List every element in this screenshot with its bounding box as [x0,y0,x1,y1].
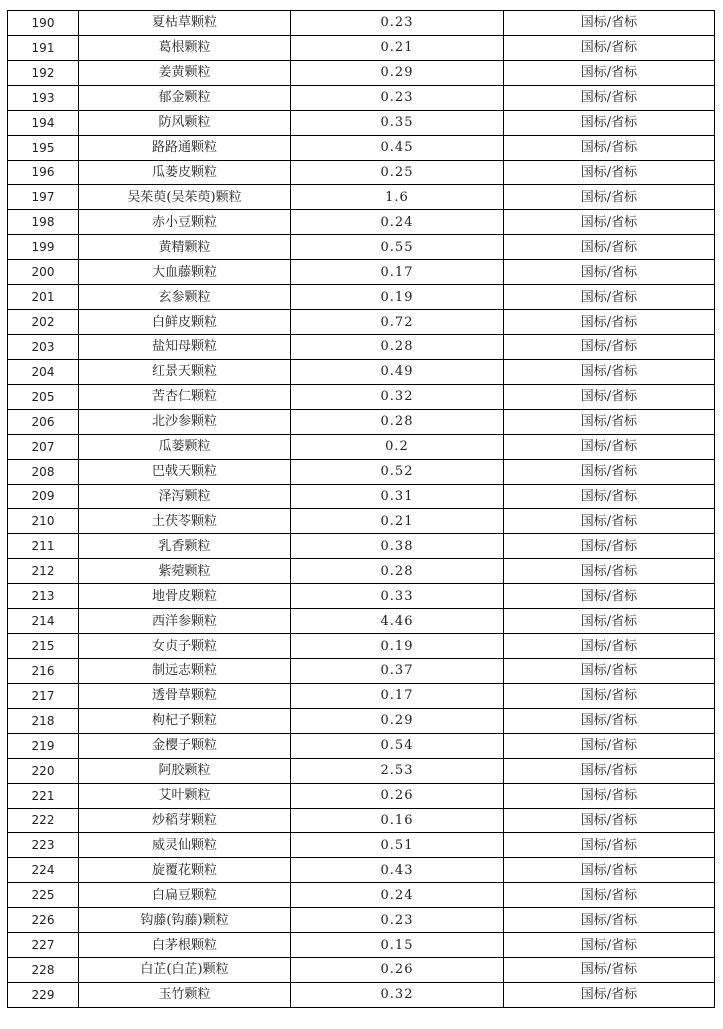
row-number-cell: 202 [8,310,79,335]
value-cell: 0.24 [291,210,504,235]
table-row [8,285,715,310]
row-number-cell: 208 [8,459,79,484]
value-cell: 0.35 [291,110,504,135]
row-number-cell: 210 [8,509,79,534]
standard-cell: 国标/省标 [504,559,715,584]
row-number-cell: 222 [8,808,79,833]
product-name-cell: 钩藤(钩藤)颗粒 [79,908,291,933]
product-name-cell: 乳香颗粒 [79,534,291,559]
value-cell: 0.32 [291,384,504,409]
table-row [8,634,715,659]
table-row [8,359,715,384]
standard-cell: 国标/省标 [504,833,715,858]
product-name-cell: 白芷(白芷)颗粒 [79,958,291,983]
standard-cell: 国标/省标 [504,185,715,210]
table-row [8,11,715,36]
table-body [8,11,715,1008]
table-row [8,384,715,409]
row-number-cell: 203 [8,334,79,359]
row-number-cell: 229 [8,982,79,1007]
row-number-cell: 216 [8,658,79,683]
product-name-cell: 白鲜皮颗粒 [79,310,291,335]
standard-cell: 国标/省标 [504,908,715,933]
standard-cell: 国标/省标 [504,733,715,758]
standard-cell: 国标/省标 [504,683,715,708]
table-row [8,833,715,858]
row-number-cell: 214 [8,609,79,634]
row-number-cell: 212 [8,559,79,584]
standard-cell: 国标/省标 [504,359,715,384]
standard-cell: 国标/省标 [504,883,715,908]
value-cell: 0.37 [291,658,504,683]
row-number-cell: 223 [8,833,79,858]
product-name-cell: 地骨皮颗粒 [79,584,291,609]
product-name-cell: 瓜蒌皮颗粒 [79,160,291,185]
row-number-cell: 221 [8,783,79,808]
row-number-cell: 207 [8,434,79,459]
product-name-cell: 紫菀颗粒 [79,559,291,584]
value-cell: 0.52 [291,459,504,484]
standard-cell: 国标/省标 [504,210,715,235]
value-cell: 0.29 [291,708,504,733]
table-row [8,135,715,160]
table-row [8,609,715,634]
value-cell: 0.19 [291,285,504,310]
row-number-cell: 204 [8,359,79,384]
standard-cell: 国标/省标 [504,11,715,36]
row-number-cell: 192 [8,60,79,85]
table-row [8,808,715,833]
standard-cell: 国标/省标 [504,160,715,185]
value-cell: 0.16 [291,808,504,833]
value-cell: 0.38 [291,534,504,559]
table-row [8,733,715,758]
product-name-cell: 盐知母颗粒 [79,334,291,359]
row-number-cell: 220 [8,758,79,783]
value-cell: 4.46 [291,609,504,634]
table-row [8,434,715,459]
standard-cell: 国标/省标 [504,459,715,484]
standard-cell: 国标/省标 [504,110,715,135]
product-name-cell: 制远志颗粒 [79,658,291,683]
table-row [8,559,715,584]
standard-cell: 国标/省标 [504,484,715,509]
value-cell: 1.6 [291,185,504,210]
standard-cell: 国标/省标 [504,982,715,1007]
product-name-cell: 阿胶颗粒 [79,758,291,783]
product-name-cell: 赤小豆颗粒 [79,210,291,235]
row-number-cell: 218 [8,708,79,733]
row-number-cell: 215 [8,634,79,659]
value-cell: 0.26 [291,958,504,983]
table-row [8,584,715,609]
table-row [8,708,715,733]
standard-cell: 国标/省标 [504,858,715,883]
table-row [8,783,715,808]
product-name-cell: 黄精颗粒 [79,235,291,260]
standard-cell: 国标/省标 [504,708,715,733]
row-number-cell: 226 [8,908,79,933]
standard-cell: 国标/省标 [504,509,715,534]
product-name-cell: 威灵仙颗粒 [79,833,291,858]
standard-cell: 国标/省标 [504,260,715,285]
standard-cell: 国标/省标 [504,60,715,85]
value-cell: 0.17 [291,260,504,285]
value-cell: 0.2 [291,434,504,459]
product-name-cell: 瓜蒌颗粒 [79,434,291,459]
product-name-cell: 大血藤颗粒 [79,260,291,285]
row-number-cell: 200 [8,260,79,285]
product-name-cell: 防风颗粒 [79,110,291,135]
value-cell: 0.45 [291,135,504,160]
standard-cell: 国标/省标 [504,958,715,983]
table-row [8,310,715,335]
standard-cell: 国标/省标 [504,933,715,958]
product-name-cell: 金樱子颗粒 [79,733,291,758]
value-cell: 0.28 [291,334,504,359]
row-number-cell: 199 [8,235,79,260]
product-name-cell: 路路通颗粒 [79,135,291,160]
row-number-cell: 193 [8,85,79,110]
standard-cell: 国标/省标 [504,658,715,683]
table-row [8,60,715,85]
row-number-cell: 227 [8,933,79,958]
row-number-cell: 198 [8,210,79,235]
standard-cell: 国标/省标 [504,808,715,833]
standard-cell: 国标/省标 [504,310,715,335]
product-name-cell: 郁金颗粒 [79,85,291,110]
standard-cell: 国标/省标 [504,609,715,634]
row-number-cell: 190 [8,11,79,36]
product-name-cell: 女贞子颗粒 [79,634,291,659]
table-row [8,459,715,484]
standard-cell: 国标/省标 [504,285,715,310]
table-row [8,235,715,260]
value-cell: 0.43 [291,858,504,883]
table-row [8,658,715,683]
value-cell: 0.29 [291,60,504,85]
row-number-cell: 205 [8,384,79,409]
standard-cell: 国标/省标 [504,35,715,60]
row-number-cell: 194 [8,110,79,135]
table-row [8,982,715,1007]
table-row [8,683,715,708]
price-table [7,10,715,1008]
standard-cell: 国标/省标 [504,434,715,459]
row-number-cell: 196 [8,160,79,185]
row-number-cell: 224 [8,858,79,883]
table-row [8,484,715,509]
row-number-cell: 213 [8,584,79,609]
row-number-cell: 195 [8,135,79,160]
value-cell: 0.25 [291,160,504,185]
row-number-cell: 197 [8,185,79,210]
standard-cell: 国标/省标 [504,584,715,609]
table-row [8,160,715,185]
standard-cell: 国标/省标 [504,334,715,359]
value-cell: 0.31 [291,484,504,509]
value-cell: 0.54 [291,733,504,758]
value-cell: 0.26 [291,783,504,808]
value-cell: 0.72 [291,310,504,335]
product-name-cell: 炒稻芽颗粒 [79,808,291,833]
value-cell: 0.28 [291,559,504,584]
value-cell: 2.53 [291,758,504,783]
product-name-cell: 玄参颗粒 [79,285,291,310]
value-cell: 0.55 [291,235,504,260]
product-name-cell: 白茅根颗粒 [79,933,291,958]
value-cell: 0.51 [291,833,504,858]
value-cell: 0.28 [291,409,504,434]
product-name-cell: 葛根颗粒 [79,35,291,60]
table-row [8,185,715,210]
product-name-cell: 艾叶颗粒 [79,783,291,808]
table-row [8,958,715,983]
table-row [8,35,715,60]
value-cell: 0.15 [291,933,504,958]
standard-cell: 国标/省标 [504,135,715,160]
product-name-cell: 泽泻颗粒 [79,484,291,509]
row-number-cell: 209 [8,484,79,509]
row-number-cell: 219 [8,733,79,758]
standard-cell: 国标/省标 [504,634,715,659]
standard-cell: 国标/省标 [504,384,715,409]
value-cell: 0.49 [291,359,504,384]
table-row [8,908,715,933]
table-row [8,85,715,110]
product-name-cell: 北沙参颗粒 [79,409,291,434]
row-number-cell: 191 [8,35,79,60]
row-number-cell: 206 [8,409,79,434]
product-name-cell: 透骨草颗粒 [79,683,291,708]
standard-cell: 国标/省标 [504,85,715,110]
product-name-cell: 姜黄颗粒 [79,60,291,85]
table-row [8,110,715,135]
table-row [8,758,715,783]
row-number-cell: 201 [8,285,79,310]
value-cell: 0.21 [291,35,504,60]
row-number-cell: 211 [8,534,79,559]
product-name-cell: 土茯苓颗粒 [79,509,291,534]
standard-cell: 国标/省标 [504,758,715,783]
product-name-cell: 玉竹颗粒 [79,982,291,1007]
table-row [8,534,715,559]
product-name-cell: 夏枯草颗粒 [79,11,291,36]
value-cell: 0.23 [291,908,504,933]
table-row [8,858,715,883]
row-number-cell: 225 [8,883,79,908]
value-cell: 0.23 [291,11,504,36]
value-cell: 0.32 [291,982,504,1007]
standard-cell: 国标/省标 [504,235,715,260]
value-cell: 0.23 [291,85,504,110]
table-row [8,883,715,908]
product-name-cell: 枸杞子颗粒 [79,708,291,733]
value-cell: 0.24 [291,883,504,908]
value-cell: 0.21 [291,509,504,534]
price-table-sheet [7,10,714,1008]
product-name-cell: 西洋参颗粒 [79,609,291,634]
row-number-cell: 217 [8,683,79,708]
table-row [8,210,715,235]
product-name-cell: 巴戟天颗粒 [79,459,291,484]
table-row [8,334,715,359]
standard-cell: 国标/省标 [504,409,715,434]
table-row [8,509,715,534]
product-name-cell: 红景天颗粒 [79,359,291,384]
standard-cell: 国标/省标 [504,534,715,559]
standard-cell: 国标/省标 [504,783,715,808]
table-row [8,409,715,434]
product-name-cell: 苦杏仁颗粒 [79,384,291,409]
table-row [8,260,715,285]
product-name-cell: 白扁豆颗粒 [79,883,291,908]
product-name-cell: 旋覆花颗粒 [79,858,291,883]
value-cell: 0.33 [291,584,504,609]
table-row [8,933,715,958]
value-cell: 0.17 [291,683,504,708]
product-name-cell: 吴茱萸(吴茱萸)颗粒 [79,185,291,210]
value-cell: 0.19 [291,634,504,659]
row-number-cell: 228 [8,958,79,983]
